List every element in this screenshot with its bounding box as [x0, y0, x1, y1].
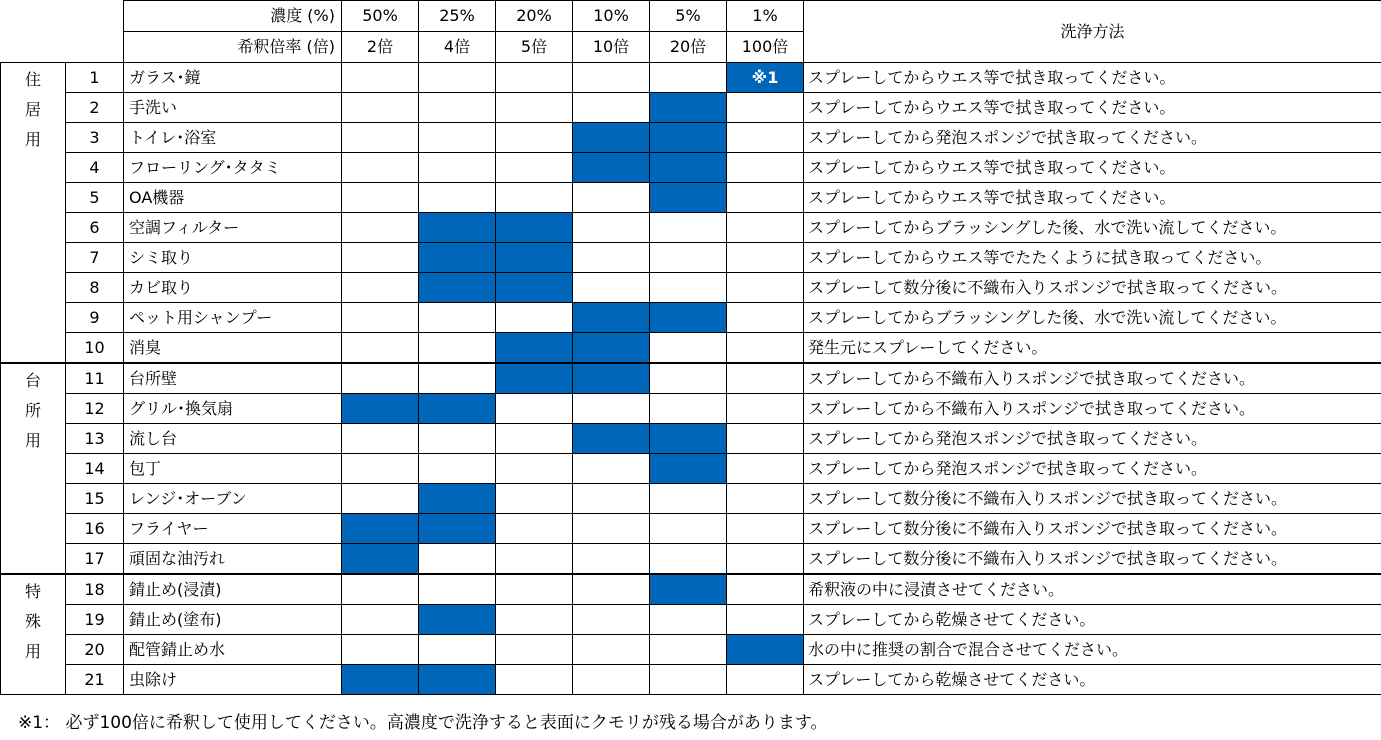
- empty-cell: [573, 394, 650, 424]
- empty-cell: [727, 544, 804, 575]
- cleaning-method: スプレーしてから発泡スポンジで拭き取ってください。: [804, 424, 1381, 454]
- empty-cell: [727, 153, 804, 183]
- item-name: 錆止め(塗布): [124, 605, 342, 635]
- empty-cell: [419, 574, 496, 605]
- cleaning-method: スプレーしてから乾燥させてください。: [804, 605, 1381, 635]
- category-label: [1, 363, 66, 574]
- empty-cell: [573, 273, 650, 303]
- empty-cell: [419, 303, 496, 333]
- empty-cell: [419, 153, 496, 183]
- empty-cell: [727, 273, 804, 303]
- cleaning-method: スプレーしてからウエス等でたたくように拭き取ってください。: [804, 243, 1381, 273]
- cleaning-method: スプレーして数分後に不織布入りスポンジで拭き取ってください。: [804, 514, 1381, 544]
- empty-cell: [496, 454, 573, 484]
- empty-cell: [496, 394, 573, 424]
- category-label: [1, 574, 66, 695]
- table-row: [1, 303, 1381, 333]
- recommended-cell: [419, 213, 496, 243]
- dilution-4x: 4倍: [419, 32, 496, 63]
- empty-cell: [496, 183, 573, 213]
- table-row: [1, 394, 1381, 424]
- table-row: [1, 665, 1381, 695]
- recommended-cell: [419, 273, 496, 303]
- empty-cell: [727, 484, 804, 514]
- item-number: 20: [66, 635, 124, 665]
- recommended-cell: [342, 394, 419, 424]
- empty-cell: [342, 635, 419, 665]
- footnote: ※1： 必ず100倍に希釈して使用してください。高濃度で洗浄すると表面にクモリが残る場合があります。: [18, 713, 828, 733]
- corner-blank-2: [1, 32, 124, 63]
- cleaning-method: スプレーしてから発泡スポンジで拭き取ってください。: [804, 454, 1381, 484]
- recommended-cell: [650, 183, 727, 213]
- recommended-cell: [419, 665, 496, 695]
- item-number: 2: [66, 93, 124, 123]
- empty-cell: [342, 333, 419, 364]
- empty-cell: [496, 574, 573, 605]
- empty-cell: [342, 123, 419, 153]
- concentration-1: 1%: [727, 1, 804, 32]
- item-number: 1: [66, 63, 124, 93]
- empty-cell: [573, 544, 650, 575]
- table-row: [1, 273, 1381, 303]
- empty-cell: [496, 665, 573, 695]
- recommended-cell: [573, 363, 650, 394]
- cleaning-method: スプレーしてからウエス等で拭き取ってください。: [804, 63, 1381, 93]
- empty-cell: [342, 484, 419, 514]
- empty-cell: [496, 153, 573, 183]
- item-name: 手洗い: [124, 93, 342, 123]
- empty-cell: [727, 333, 804, 364]
- empty-cell: [573, 635, 650, 665]
- item-number: 5: [66, 183, 124, 213]
- cleaning-method: スプレーして数分後に不織布入りスポンジで拭き取ってください。: [804, 484, 1381, 514]
- category-char: 殊: [24, 612, 41, 631]
- concentration-50: 50%: [342, 1, 419, 32]
- item-number: 13: [66, 424, 124, 454]
- recommended-cell: [496, 363, 573, 394]
- empty-cell: [342, 605, 419, 635]
- category-char: 住: [24, 70, 41, 89]
- empty-cell: [727, 605, 804, 635]
- dilution-10x: 10倍: [573, 32, 650, 63]
- empty-cell: [573, 514, 650, 544]
- item-name: 錆止め(浸漬): [124, 574, 342, 605]
- method-header: 洗浄方法: [804, 1, 1381, 63]
- empty-cell: [727, 514, 804, 544]
- empty-cell: [342, 153, 419, 183]
- empty-cell: [650, 333, 727, 364]
- empty-cell: [342, 213, 419, 243]
- empty-cell: [496, 544, 573, 575]
- category-char: 居: [24, 100, 41, 119]
- recommended-cell: [573, 333, 650, 364]
- concentration-label: 濃度 (%): [124, 1, 342, 32]
- empty-cell: [573, 183, 650, 213]
- empty-cell: [650, 213, 727, 243]
- category-char: 用: [24, 130, 41, 149]
- recommended-cell: [342, 514, 419, 544]
- cleaning-method: 発生元にスプレーしてください。: [804, 333, 1381, 364]
- item-number: 14: [66, 454, 124, 484]
- item-name: カビ取り: [124, 273, 342, 303]
- table-row: [1, 183, 1381, 213]
- empty-cell: [496, 93, 573, 123]
- item-number: 10: [66, 333, 124, 364]
- recommended-cell: [573, 123, 650, 153]
- item-name: 包丁: [124, 454, 342, 484]
- category-label: [1, 63, 66, 364]
- item-number: 7: [66, 243, 124, 273]
- empty-cell: [650, 605, 727, 635]
- empty-cell: [342, 574, 419, 605]
- empty-cell: [573, 605, 650, 635]
- empty-cell: [650, 665, 727, 695]
- dilution-20x: 20倍: [650, 32, 727, 63]
- empty-cell: [727, 363, 804, 394]
- cleaning-method: スプレーしてからウエス等で拭き取ってください。: [804, 153, 1381, 183]
- concentration-20: 20%: [496, 1, 573, 32]
- item-number: 6: [66, 213, 124, 243]
- empty-cell: [419, 123, 496, 153]
- recommended-cell: [650, 123, 727, 153]
- empty-cell: [650, 243, 727, 273]
- empty-cell: [727, 424, 804, 454]
- empty-cell: [727, 183, 804, 213]
- recommended-cell: [496, 213, 573, 243]
- table-row: [1, 243, 1381, 273]
- empty-cell: [496, 63, 573, 93]
- empty-cell: [650, 273, 727, 303]
- empty-cell: [573, 454, 650, 484]
- recommended-cell: [419, 243, 496, 273]
- cleaning-method: スプレーしてから不織布入りスポンジで拭き取ってください。: [804, 394, 1381, 424]
- recommended-cell: [650, 303, 727, 333]
- empty-cell: [727, 213, 804, 243]
- table-row: [1, 544, 1381, 575]
- recommended-cell: [650, 424, 727, 454]
- empty-cell: [573, 93, 650, 123]
- cleaning-method: スプレーしてからブラッシングした後、水で洗い流してください。: [804, 213, 1381, 243]
- empty-cell: [650, 484, 727, 514]
- empty-cell: [342, 273, 419, 303]
- recommended-cell: [573, 424, 650, 454]
- item-name: トイレ･浴室: [124, 123, 342, 153]
- empty-cell: [419, 183, 496, 213]
- item-name: 台所壁: [124, 363, 342, 394]
- item-number: 18: [66, 574, 124, 605]
- empty-cell: [496, 635, 573, 665]
- item-name: 配管錆止め水: [124, 635, 342, 665]
- table-row: [1, 363, 1381, 394]
- empty-cell: [573, 484, 650, 514]
- recommended-cell: [650, 93, 727, 123]
- empty-cell: [727, 123, 804, 153]
- recommended-cell: [573, 303, 650, 333]
- item-name: 空調フィルター: [124, 213, 342, 243]
- item-number: 17: [66, 544, 124, 575]
- category-char: 台: [24, 371, 41, 390]
- empty-cell: [496, 514, 573, 544]
- table-row: [1, 153, 1381, 183]
- cleaning-method: スプレーしてからウエス等で拭き取ってください。: [804, 183, 1381, 213]
- empty-cell: [650, 63, 727, 93]
- item-number: 4: [66, 153, 124, 183]
- empty-cell: [342, 424, 419, 454]
- cleaning-method: 水の中に推奨の割合で混合させてください。: [804, 635, 1381, 665]
- item-number: 21: [66, 665, 124, 695]
- concentration-row: [1, 1, 1381, 32]
- table-row: [1, 63, 1381, 93]
- category-char: 用: [24, 431, 41, 450]
- cleaning-method: スプレーしてから不織布入りスポンジで拭き取ってください。: [804, 363, 1381, 394]
- recommended-cell: [650, 454, 727, 484]
- empty-cell: [419, 63, 496, 93]
- item-name: 頑固な油汚れ: [124, 544, 342, 575]
- item-number: 19: [66, 605, 124, 635]
- item-name: 流し台: [124, 424, 342, 454]
- empty-cell: [650, 363, 727, 394]
- empty-cell: [727, 665, 804, 695]
- category-char: 特: [24, 582, 41, 601]
- cleaning-method: 希釈液の中に浸漬させてください。: [804, 574, 1381, 605]
- empty-cell: [342, 93, 419, 123]
- empty-cell: [573, 213, 650, 243]
- empty-cell: [419, 363, 496, 394]
- empty-cell: [496, 605, 573, 635]
- item-number: 16: [66, 514, 124, 544]
- empty-cell: [342, 243, 419, 273]
- item-name: フライヤー: [124, 514, 342, 544]
- table-row: [1, 574, 1381, 605]
- item-number: 9: [66, 303, 124, 333]
- empty-cell: [342, 63, 419, 93]
- category-char: 用: [24, 642, 41, 661]
- empty-cell: [650, 514, 727, 544]
- empty-cell: [342, 303, 419, 333]
- empty-cell: [496, 484, 573, 514]
- recommended-cell: ※1: [727, 63, 804, 93]
- corner-blank: [1, 1, 124, 32]
- empty-cell: [727, 394, 804, 424]
- recommended-cell: [419, 484, 496, 514]
- recommended-cell: [342, 544, 419, 575]
- empty-cell: [650, 394, 727, 424]
- cleaning-method: スプレーしてから乾燥させてください。: [804, 665, 1381, 695]
- item-name: ガラス･鏡: [124, 63, 342, 93]
- recommended-cell: [650, 574, 727, 605]
- recommended-cell: [727, 635, 804, 665]
- cleaning-method: スプレーしてからブラッシングした後、水で洗い流してください。: [804, 303, 1381, 333]
- empty-cell: [419, 93, 496, 123]
- empty-cell: [419, 635, 496, 665]
- empty-cell: [727, 454, 804, 484]
- item-name: 消臭: [124, 333, 342, 364]
- empty-cell: [573, 63, 650, 93]
- item-number: 15: [66, 484, 124, 514]
- item-name: ペット用シャンプー: [124, 303, 342, 333]
- recommended-cell: [496, 243, 573, 273]
- empty-cell: [727, 574, 804, 605]
- dilution-5x: 5倍: [496, 32, 573, 63]
- table-row: [1, 514, 1381, 544]
- table-row: [1, 93, 1381, 123]
- empty-cell: [342, 363, 419, 394]
- cleaning-method: スプレーして数分後に不織布入りスポンジで拭き取ってください。: [804, 544, 1381, 575]
- empty-cell: [727, 243, 804, 273]
- empty-cell: [419, 333, 496, 364]
- empty-cell: [419, 544, 496, 575]
- item-number: 3: [66, 123, 124, 153]
- table-row: [1, 213, 1381, 243]
- cleaning-method: スプレーしてから発泡スポンジで拭き取ってください。: [804, 123, 1381, 153]
- empty-cell: [496, 303, 573, 333]
- table-row: [1, 424, 1381, 454]
- cleaning-method: スプレーして数分後に不織布入りスポンジで拭き取ってください。: [804, 273, 1381, 303]
- recommended-cell: [419, 514, 496, 544]
- table-row: [1, 605, 1381, 635]
- empty-cell: [496, 424, 573, 454]
- item-name: OA機器: [124, 183, 342, 213]
- item-name: シミ取り: [124, 243, 342, 273]
- table-row: [1, 123, 1381, 153]
- recommended-cell: [496, 273, 573, 303]
- empty-cell: [342, 454, 419, 484]
- recommended-cell: [419, 605, 496, 635]
- item-number: 8: [66, 273, 124, 303]
- recommended-cell: [419, 394, 496, 424]
- concentration-5: 5%: [650, 1, 727, 32]
- empty-cell: [419, 454, 496, 484]
- table-row: [1, 484, 1381, 514]
- empty-cell: [496, 123, 573, 153]
- item-number: 12: [66, 394, 124, 424]
- table-row: [1, 635, 1381, 665]
- recommended-cell: [650, 153, 727, 183]
- dilution-2x: 2倍: [342, 32, 419, 63]
- empty-cell: [573, 665, 650, 695]
- recommended-cell: [342, 665, 419, 695]
- empty-cell: [650, 635, 727, 665]
- cleaning-method: スプレーしてからウエス等で拭き取ってください。: [804, 93, 1381, 123]
- item-name: フローリング･タタミ: [124, 153, 342, 183]
- concentration-25: 25%: [419, 1, 496, 32]
- empty-cell: [650, 544, 727, 575]
- table-row: [1, 454, 1381, 484]
- category-char: 所: [24, 401, 41, 420]
- concentration-10: 10%: [573, 1, 650, 32]
- item-name: グリル･換気扇: [124, 394, 342, 424]
- empty-cell: [727, 93, 804, 123]
- empty-cell: [727, 303, 804, 333]
- item-name: 虫除け: [124, 665, 342, 695]
- dilution-100x: 100倍: [727, 32, 804, 63]
- item-name: レンジ･オーブン: [124, 484, 342, 514]
- empty-cell: [573, 574, 650, 605]
- item-number: 11: [66, 363, 124, 394]
- recommended-cell: [573, 153, 650, 183]
- empty-cell: [342, 183, 419, 213]
- empty-cell: [419, 424, 496, 454]
- recommended-cell: [496, 333, 573, 364]
- empty-cell: [573, 243, 650, 273]
- dilution-label: 希釈倍率 (倍): [124, 32, 342, 63]
- table-row: [1, 333, 1381, 364]
